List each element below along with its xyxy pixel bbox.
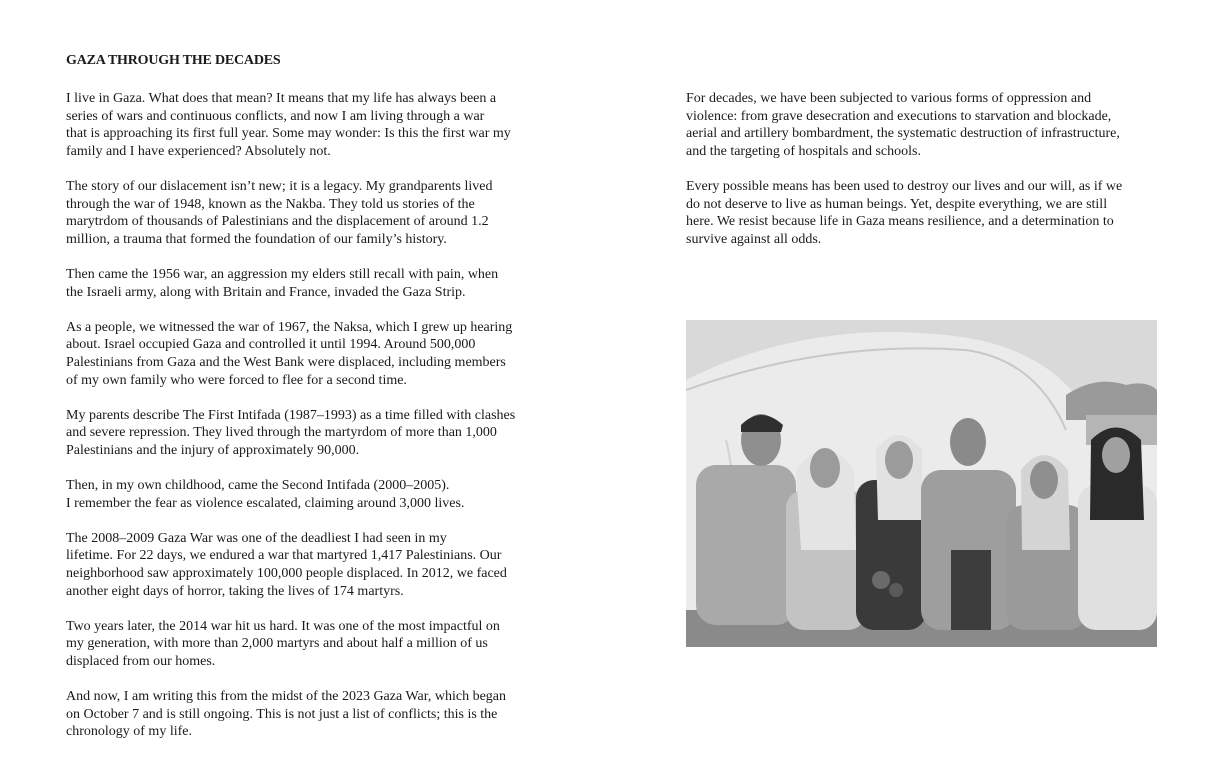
family-photo xyxy=(686,320,1157,647)
text-line: series of wars and continuous conflicts, and now I am living through a war xyxy=(66,108,485,124)
text-line: I live in Gaza. What does that mean? It means that my life has always been a xyxy=(66,91,497,106)
text-line: marytrdom of thousands of Palestinians and the displacement of around 1.2 xyxy=(66,214,489,230)
text-line: do not deserve to live as human beings. Yet, despite everything, we are still xyxy=(686,196,1108,212)
family-photo-icon xyxy=(686,320,1157,647)
text-line: For decades, we have been subjected to various forms of oppression and xyxy=(686,91,1092,106)
left-paragraph xyxy=(66,266,546,301)
left-column xyxy=(66,90,546,741)
left-paragraph xyxy=(66,319,546,389)
text-line: and severe repression. They lived through the martyrdom of more than 1,000 xyxy=(66,425,497,441)
text-line: I remember the fear as violence escalated, claiming around 3,000 lives. xyxy=(66,495,465,511)
left-paragraph xyxy=(66,530,546,600)
text-line: aerial and artillery bombardment, the systematic destruction of infrastructure, xyxy=(686,126,1120,142)
text-line: displaced from our homes. xyxy=(66,654,216,669)
text-line: about. Israel occupied Gaza and controlled it until 1994. Around 500,000 xyxy=(66,337,476,353)
text-line: and the targeting of hospitals and schools. xyxy=(686,143,921,159)
text-line: that is approaching its first full year. Some may wonder: Is this the first war my xyxy=(66,126,511,142)
text-line: The 2008–2009 Gaza War was one of the deadliest I had seen in my xyxy=(66,530,447,546)
text-line: Palestinians from Gaza and the West Bank were displaced, including members xyxy=(66,354,506,370)
right-paragraph xyxy=(686,178,1158,248)
text-line: As a people, we witnessed the war of 1967, the Naksa, which I grew up hearing xyxy=(66,319,513,335)
text-line: My parents describe The First Intifada (1987–1993) as a time filled with clashes xyxy=(66,407,516,423)
text-line: Then, in my own childhood, came the Second Intifada (2000–2005). xyxy=(66,478,450,494)
left-paragraph xyxy=(66,407,546,460)
right-column xyxy=(686,90,1158,248)
text-line: family and I have experienced? Absolutely not. xyxy=(66,143,331,159)
text-line: And now, I am writing this from the midst of the 2023 Gaza War, which began xyxy=(66,689,506,705)
left-paragraph xyxy=(66,178,546,248)
left-paragraph xyxy=(66,477,546,512)
text-line: violence: from grave desecration and executions to starvation and blockade, xyxy=(686,108,1112,124)
text-line: Palestinians and the injury of approximately 90,000. xyxy=(66,442,360,458)
text-line: million, a trauma that formed the foundation of our family’s history. xyxy=(66,231,447,247)
text-line: neighborhood saw approximately 100,000 people displaced. In 2012, we faced xyxy=(66,566,507,582)
text-line: here. We resist because life in Gaza means resilience, and a determination to xyxy=(686,214,1114,230)
text-line: chronology of my life. xyxy=(66,724,192,740)
text-line: on October 7 and is still ongoing. This is not just a list of conflicts; this is the xyxy=(66,706,498,722)
text-line: of my own family who were forced to flee for a second time. xyxy=(66,372,407,388)
text-line: Then came the 1956 war, an aggression my elders still recall with pain, when xyxy=(66,266,499,282)
text-line: the Israeli army, along with Britain and France, invaded the Gaza Strip. xyxy=(66,284,466,300)
text-line: another eight days of horror, taking the lives of 174 martyrs. xyxy=(66,583,404,599)
text-line: through the war of 1948, known as the Nakba. They told us stories of the xyxy=(66,196,475,212)
text-line: my generation, with more than 2,000 martyrs and about half a million of us xyxy=(66,636,488,652)
text-line: Two years later, the 2014 war hit us hard. It was one of the most impactful on xyxy=(66,618,500,634)
left-paragraph xyxy=(66,688,546,741)
text-line: survive against all odds. xyxy=(686,231,822,247)
left-paragraph xyxy=(66,618,546,671)
left-paragraph xyxy=(66,90,546,160)
right-paragraph xyxy=(686,90,1158,160)
text-line: Every possible means has been used to destroy our lives and our will, as if we xyxy=(686,178,1123,194)
text-line: The story of our dislacement isn’t new; it is a legacy. My grandparents lived xyxy=(66,178,493,194)
article-title: GAZA THROUGH THE DECADES xyxy=(66,53,281,68)
text-line: lifetime. For 22 days, we endured a war that martyred 1,417 Palestinians. Our xyxy=(66,548,502,564)
